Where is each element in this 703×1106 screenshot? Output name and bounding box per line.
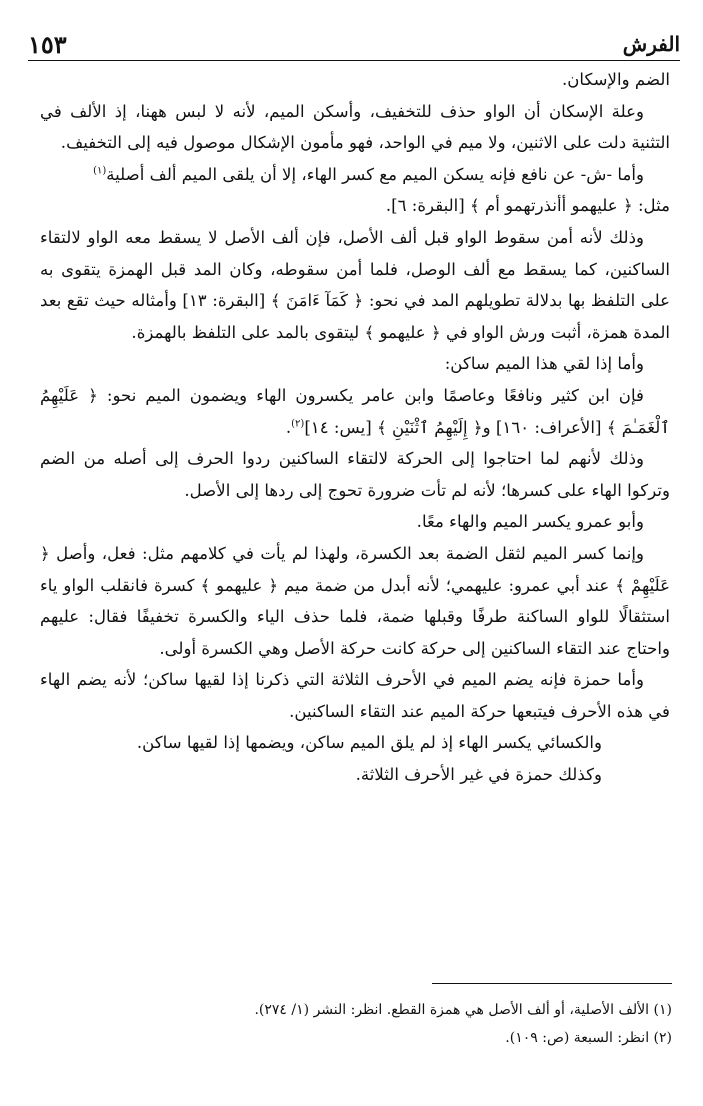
- paragraph: الضم والإسكان.: [561, 70, 670, 89]
- paragraph: وذلك لأنهم لما احتاجوا إلى الحركة لالتقاء الساكنين ردوا الحرف إلى أصله من الضم وتركوا الهاء على كسرها؛ لأنه لم تأت ضرورة تحوج إلى ردها إلى الأصل.: [40, 449, 670, 500]
- page-header: [28, 30, 680, 61]
- paragraph-text: فإن ابن كثير ونافعًا وعاصمًا وابن عامر يكسرون الهاء ويضمون الميم نحو: ﴿ عَلَيْهِمُ ٱلْغَمَـٰمَ ﴾ [الأعراف: ١٦٠] و﴿ إِلَيْهِمُ ٱثْنَيْنِ ﴾ [يس: ١٤]: [40, 385, 670, 437]
- footnote: (١) الألف الأصلية، أو ألف الأصل هي همزة القطع. انظر: النشر (١/ ٢٧٤).: [254, 1002, 672, 1018]
- paragraph-text: وأما -ش- عن نافع فإنه يسكن الميم مع كسر الهاء، إلا أن يلقى الميم ألف أصلية: [106, 164, 644, 184]
- footnote-ref: (١): [93, 165, 107, 177]
- paragraph: مثل: ﴿ عليهمو أأنذرتهمو أم ﴾ [البقرة: ٦].: [385, 196, 670, 216]
- paragraph: وأما حمزة فإنه يضم الميم في الأحرف الثلاثة التي ذكرنا إذا لقيها ساكن؛ لأنه يضم الهاء في هذه الأحرف فيتبعها حركة الميم عند التقاء الساكنين.: [40, 670, 670, 721]
- page-title: الفرش: [622, 32, 680, 56]
- paragraph: وأبو عمرو يكسر الميم والهاء معًا.: [416, 512, 644, 532]
- main-text: [40, 64, 670, 791]
- paragraph: وأما إذا لقي هذا الميم ساكن:: [444, 354, 644, 374]
- paragraph: فإن ابن كثير ونافعًا وعاصمًا وابن عامر يكسرون الهاء ويضمون الميم نحو: ﴿ عَلَيْهِمُ ٱلْغَمَـٰمَ ﴾ [الأعراف: ١٦٠] و﴿ إِلَيْهِمُ ٱثْنَيْنِ ﴾ [يس: ١٤]$^{(٢)}$.: [40, 385, 670, 437]
- paragraph: وذلك لأنه أمن سقوط الواو قبل ألف الأصل، فإن ألف الأصل لا يسقط معه الواو لالتقاء الساكنين، كما يسقط مع ألف الوصل، فلما أمن سقوطه، وكان المد قبل الهمزة يتقوى به على التلفظ بها بدلالة تطويلهم المد في نحو: ﴿ كَمَآ ءَامَنَ ﴾ [البقرة: ١٣] وأمثاله حيث تقع بعد المدة همزة، أثبت ورش الواو في ﴿ عليهمو ﴾ ليتقوى بالمد على التلفظ بالهمزة.: [40, 227, 670, 342]
- paragraph: وكذلك حمزة في غير الأحرف الثلاثة.: [355, 765, 602, 785]
- footnote: (٢) انظر: السبعة (ص: ١٠٩).: [505, 1030, 672, 1046]
- footnotes: [40, 996, 672, 1052]
- footnote-ref: (٢): [291, 418, 305, 429]
- paragraph: وإنما كسر الميم لثقل الضمة بعد الكسرة، ولهذا لم يأت في كلامهم مثل: فعل، وأصل ﴿ عَلَيْهِمْ ﴾ عند أبي عمرو: عليهمي؛ لأنه أبدل من ضمة ميم ﴿ عليهمو ﴾ كسرة فانقلب الواو ياء استثقالًا للواو الساكنة طرفًا وقبلها ضمة، فلما حذف الياء والكسرة تخفيفًا فقال: عليهم واحتاج عند التقاء الساكنين إلى حركة كانت حركة الأصل وهي الكسرة أولى.: [40, 543, 670, 658]
- footnote-divider: [432, 983, 672, 984]
- paragraph: وعلة الإسكان أن الواو حذف للتخفيف، وأسكن الميم، لأنه لا لبس ههنا، إذ الألف في التثنية دلت على الاثنين، ولا ميم في الواحد، فهو مأمون الإشكال موصول فيه إلى التخفيف.: [40, 101, 670, 153]
- paragraph: [40, 159, 670, 191]
- paragraph: والكسائي يكسر الهاء إذ لم يلق الميم ساكن، ويضمها إذا لقيها ساكن.: [136, 733, 602, 753]
- page-number: ١٥٣: [28, 30, 67, 59]
